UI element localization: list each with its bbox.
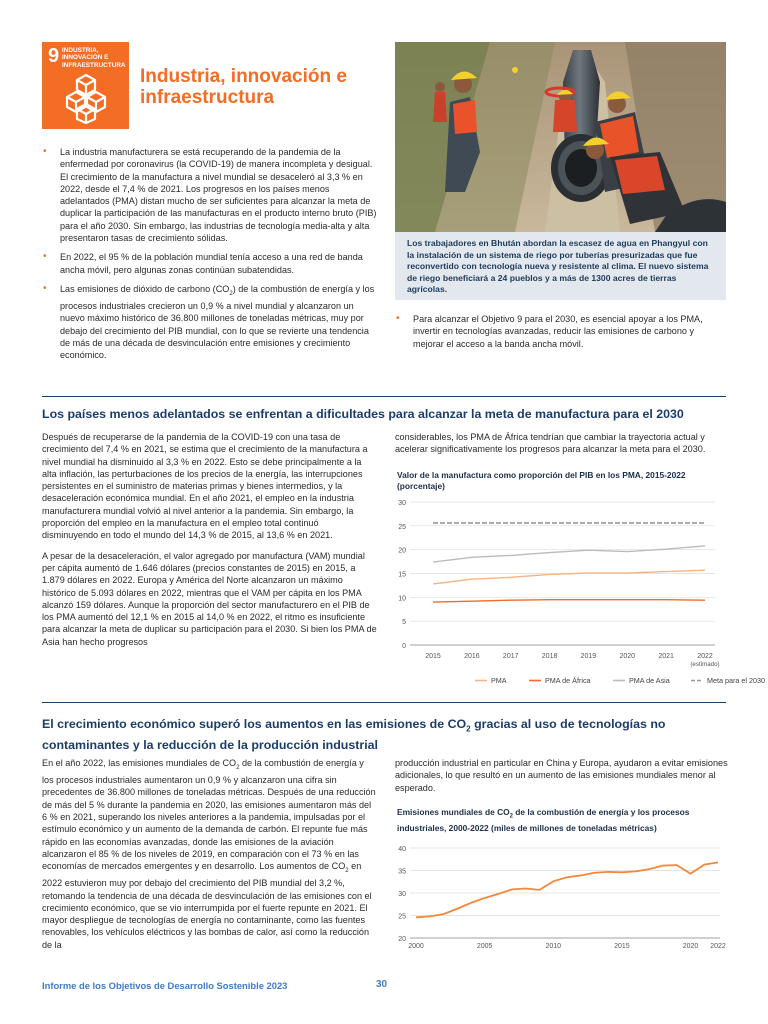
y-tick-label: 40	[398, 846, 406, 853]
page-number: 30	[376, 979, 388, 990]
y-tick-label: 30	[398, 500, 406, 507]
sdg-label	[62, 47, 126, 69]
text-run: de la combustión de energía y los procesos industriales aumentaron un 0,9 % y alcanzaron una cifra sin precedentes de 36.800 millones de toneladas métricas. Después de una reducción de más del 5 % durante la pandemia en 2020, las emisiones aumentaron más del 6 % en 2021, superando los niveles anteriores a la pandemia, impulsadas por el estímulo económico y un aumento de la demanda de carbón. El repunte fue más rápido en las economías avanzadas, donde las emisiones de la aviación alcanzaron el 85 % de los niveles de 2019, en comparación con el 73 % en las economías de mercados emergentes y en desarrollo. Los aumentos de CO	[42, 758, 376, 872]
y-tick-label: 20	[398, 936, 406, 943]
section-heading	[42, 716, 732, 753]
x-tick-label: 2020	[682, 943, 699, 950]
section1-column-left	[42, 431, 377, 656]
x-tick-label: 2005	[476, 943, 493, 950]
series-line	[433, 570, 705, 584]
chart-title-text: de la combustión de energía y los procesos industriales, 2000-2022 (miles de millones de toneladas métricas)	[397, 807, 690, 833]
bullet-text: En 2022, el 95 % de la población mundial tenía acceso a una red de banda ancha móvil, pero algunas zonas continúan subatendidas.	[60, 252, 363, 275]
text-run: en 2022 estuvieron muy por debajo del crecimiento del PIB mundial del 3,2 %, retomando la tendencia de una década de desvinculación de las emisiones con el crecimiento económico, que se vio interrumpida por el fuerte repunte en 2021. El mayor despliegue de tecnologías de energía no contaminante, como las fuentes renovables, los vehículos eléctricos y las bombas de calor, así como la reducción de la	[42, 861, 372, 950]
photo-caption: Los trabajadores en Bhután abordan la escasez de agua en Phangyul con la instalación de un sistema de riego por tuberías presurizadas que fue reconvertido con tecnología nueva y resistente al clima. El nuevo sistema de riego beneficiará a 24 pueblos y a más de 1300 acres de tierras agrícolas.	[395, 232, 726, 300]
y-tick-label: 25	[398, 913, 406, 921]
text-run: En el año 2022, las emisiones mundiales de CO	[42, 758, 237, 768]
sdg-label-line: INFRAESTRUCTURA	[62, 61, 126, 69]
subscript: 2	[236, 764, 240, 771]
section2-column-left	[42, 757, 377, 959]
list-item: • Para alcanzar el Objetivo 9 para el 2030, es esencial apoyar a los PMA, invertir en tecnologías avanzadas, reducir las emisiones de carbono y mejorar el acceso a la banda ancha móvil.	[395, 313, 725, 350]
y-tick-label: 0	[402, 643, 406, 650]
paragraph: considerables, los PMA de África tendrían que cambiar la trayectoria actual y acelerar significativamente los progresos para alcanzar la meta para el 2030.	[395, 432, 706, 455]
paragraph: Después de recuperarse de la pandemia de la COVID-19 con una tasa de crecimiento del 7,4 % en 2021, se estima que el crecimiento de la manufactura a nivel mundial ha disminuido al 3,3 % en 2022. Esto se debe principalmente a la alta inflación, las perturbaciones de los precios de la energía, las interrupciones persistentes en el suministro de materias primas y bienes intermedios, y la desaceleración económica mundial. En el año 2021, el empleo en la industria manufacturera mundial volvió al nivel anterior a la pandemia. Sin embargo, la proporción del empleo en la manufactura en el empleo total continuó disminuyendo en todo el mundo del 14,3 % de 2015, al 13,6 % en 2021.	[42, 432, 368, 541]
heading-text: El crecimiento económico superó los aumentos en las emisiones de CO	[42, 717, 467, 731]
y-tick-label: 10	[398, 595, 406, 603]
series-line	[433, 600, 705, 602]
paragraph: A pesar de la desaceleración, el valor agregado por manufactura (VAM) mundial per cápita aumentó de 1.646 dólares (precios constantes de 2015) en 2015, a 1.879 dólares en 2022. Europa y América del Norte alcanzaron un máximo histórico de 5.093 dólares en 2022, mientras que el VAM per cápita en los PMA alcanzó 159 dólares. Aunque la proporción del sector manufacturero en el PIB de los PMA aumentó del 12,1 % en 2015 al 14,0 % en 2022, el ritmo es insuficiente para alcanzar la meta de duplicar su participación para el 2030. Si bien los PMA de Asia han hecho progresos	[42, 550, 377, 647]
sdg-label-line: INNOVACIÓN E	[62, 54, 109, 62]
legend-label: PMA de África	[545, 676, 591, 685]
y-tick-label: 30	[398, 891, 406, 898]
x-tick-label: 2010	[545, 943, 562, 950]
co2-emissions-chart	[390, 840, 730, 955]
bullet-text: ) de la combustión de energía y los procesos industriales crecieron un 0,9 % a nivel mundial y alcanzaron un nuevo máximo histórico de 36.800 millones de toneladas métricas, muy por debajo del crecimiento del PIB mundial, con lo que se revierte una tendencia de más de una década de desvinculación entre emisiones y crecimiento económico.	[60, 283, 375, 361]
cubes-icon	[60, 72, 112, 124]
x-tick-label: 2000	[408, 943, 424, 950]
y-tick-label: 15	[398, 571, 406, 579]
subscript: 2	[509, 813, 513, 820]
sdg-number: 9	[48, 45, 60, 67]
y-tick-label: 25	[398, 523, 406, 531]
x-tick-label: 2021	[658, 653, 674, 660]
legend-label: PMA de Asia	[629, 676, 670, 685]
x-tick-label: 2015	[425, 653, 441, 660]
y-tick-label: 20	[398, 547, 406, 555]
chart1-title: Valor de la manufactura como proporción del PIB en los PMA, 2015-2022 (porcentaje)	[397, 470, 686, 491]
x-tick-label: 2022	[710, 943, 726, 950]
section2-column-right	[395, 757, 730, 802]
y-tick-label: 5	[402, 619, 406, 627]
sdg-9-badge	[42, 42, 129, 129]
page-title: Industria, innovación e infraestructura	[140, 66, 347, 108]
legend-label: Meta para el 2030	[707, 676, 765, 685]
bullet-text: Las emisiones de dióxido de carbono (CO	[60, 283, 230, 294]
section-divider	[42, 702, 726, 703]
y-tick-label: 35	[398, 868, 406, 876]
list-item	[42, 283, 377, 362]
x-tick-label: 2019	[580, 653, 597, 660]
subscript: 2	[466, 724, 471, 734]
list-item	[42, 251, 377, 276]
x-tick-label: 2018	[541, 653, 558, 660]
key-points-list	[42, 146, 377, 369]
workers-pipe-photo	[395, 42, 726, 232]
heading-text: gracias al uso de tecnologías no contaminantes y la reducción de la producción industrial	[42, 717, 666, 753]
section1-column-right	[395, 431, 730, 464]
legend-label: PMA	[491, 676, 507, 685]
sdg-label-line: INDUSTRIA,	[62, 47, 99, 54]
x-tick-label: 2022	[697, 653, 713, 660]
x-tick-label: 2015	[614, 943, 630, 950]
list-item: • La industria manufacturera se está recuperando de la pandemia de la enfermedad por coronavirus (la COVID-19) de manera incompleta y desigual. El crecimiento de la manufactura a nivel mundial se desaceleró al 3,3 % en 2022, desde el 7,4 % de 2021. Los progresos en los países menos adelantados (PMA) distan mucho de ser suficientes para alcanzar la meta de duplicar la participación de las manufacturas en el producto interno bruto (PIB) para el año 2030. Sin embargo, las industrias de tecnología media-alta y alta presentaron tasas de crecimiento sólidas.	[42, 146, 377, 244]
chart-title-text: Emisiones mundiales de CO	[397, 807, 510, 817]
photo-illustration	[395, 42, 726, 232]
series-line	[433, 546, 705, 562]
x-tick-note: (estimado)	[690, 661, 720, 668]
x-tick-label: 2017	[502, 653, 519, 660]
x-tick-label: 2020	[619, 653, 636, 660]
subscript: 2	[345, 868, 349, 874]
x-tick-label: 2016	[464, 653, 480, 660]
subscript: 2	[229, 290, 233, 297]
recommendation-list	[395, 313, 725, 357]
manufacturing-share-chart	[390, 495, 765, 715]
chart2-title	[397, 807, 727, 834]
paragraph	[42, 757, 377, 951]
report-title-footer: Informe de los Objetivos de Desarrollo Sostenible 2023	[42, 980, 288, 991]
section-divider	[42, 396, 726, 397]
section-heading: Los países menos adelantados se enfrentan a dificultades para alcanzar la meta de manufactura para el 2030	[42, 407, 684, 421]
paragraph: producción industrial en particular en China y Europa, ayudaron a evitar emisiones adicionales, lo que resultó en un aumento de las emisiones mundiales menor al esperado.	[395, 758, 728, 793]
